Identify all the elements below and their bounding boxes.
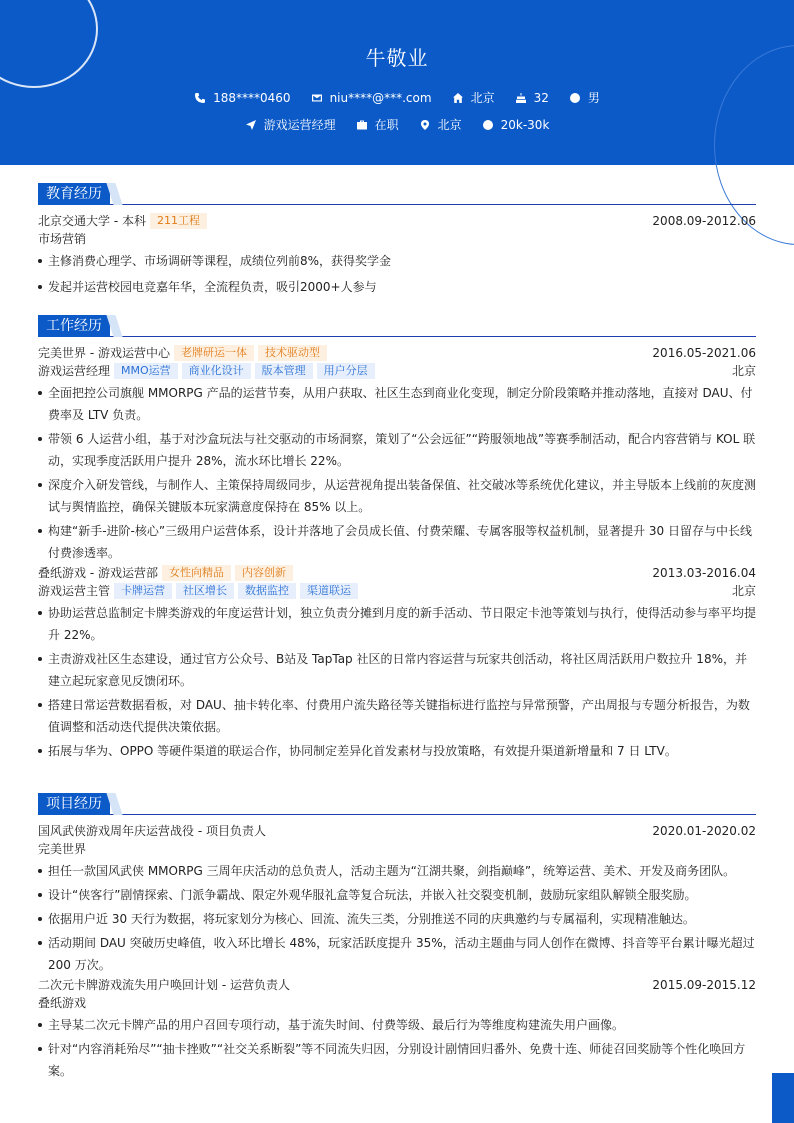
skill-tag: 版本管理 <box>255 363 313 379</box>
work-bullets <box>38 602 756 762</box>
project-name: 国风武侠游戏周年庆运营战役 - 项目负责人 <box>38 824 266 838</box>
company-tag: 技术驱动型 <box>258 345 327 361</box>
role-name: 游戏运营经理 <box>38 364 111 378</box>
project-date: 2015.09-2015.12 <box>652 978 756 992</box>
education-date: 2008.09-2012.06 <box>652 214 756 228</box>
gender-icon <box>569 92 581 104</box>
projects-section <box>38 793 756 1082</box>
skill-tag: 社区增长 <box>176 583 234 599</box>
work-role-row <box>38 582 756 600</box>
list-item: 主导某二次元卡牌产品的用户召回专项行动，基于流失时间、付费等级、最后行为等维度构建流失用户画像。 <box>38 1014 756 1036</box>
education-title: 教育经历 <box>38 183 110 205</box>
projects-title-bar <box>38 793 756 815</box>
work-date: 2013.03-2016.04 <box>652 566 756 580</box>
money-icon <box>482 119 494 131</box>
education-major <box>38 230 756 248</box>
send-icon <box>245 119 257 131</box>
list-item: 针对“内容消耗殆尽”“抽卡挫败”“社交关系断裂”等不同流失归因，分别设计剧情回归番外、免费十连、师徒召回奖励等个性化唤回方案。 <box>38 1038 756 1082</box>
skill-tag: 卡牌运营 <box>114 583 172 599</box>
status-value: 在职 <box>374 118 399 132</box>
project-entry-header <box>38 822 756 840</box>
education-title-bar <box>38 183 756 205</box>
work-city: 北京 <box>731 584 756 598</box>
list-item: 担任一款国风武侠 MMORPG 三周年庆活动的总负责人，活动主题为“江湖共聚，剑指巅峰”，统筹运营、美术、开发及商务团队。 <box>38 860 756 882</box>
work-entry-header <box>38 564 756 582</box>
major-text: 市场营销 <box>38 232 87 246</box>
gender-item <box>569 89 600 106</box>
list-item: 主修消费心理学、市场调研等课程，成绩位列前8%，获得奖学金 <box>38 250 756 272</box>
job-intent-row <box>0 116 794 133</box>
resume-header <box>0 0 794 165</box>
skill-tag: 商业化设计 <box>182 363 251 379</box>
company-tag: 女性向精品 <box>162 565 231 581</box>
project-org: 完美世界 <box>38 842 87 856</box>
skill-tag: MMO运营 <box>114 363 178 379</box>
school-tag: 211工程 <box>150 213 207 229</box>
project-bullets <box>38 1014 756 1082</box>
age-item <box>515 91 549 105</box>
education-entry-header <box>38 212 756 230</box>
project-date: 2020.01-2020.02 <box>652 824 756 838</box>
school-name: 北京交通大学 - 本科 <box>38 214 146 228</box>
project-bullets <box>38 860 756 976</box>
email-icon <box>311 92 323 104</box>
company-name: 完美世界 - 游戏运营中心 <box>38 346 170 360</box>
skill-tag: 用户分层 <box>317 363 375 379</box>
contact-info-row <box>0 89 794 106</box>
work-date: 2016.05-2021.06 <box>652 346 756 360</box>
work-section <box>38 315 756 762</box>
project-org-row <box>38 994 756 1012</box>
work-bullets <box>38 382 756 564</box>
decorative-corner-block <box>772 1073 794 1123</box>
gender-value: 男 <box>587 91 600 105</box>
status-item <box>356 116 399 133</box>
list-item: 活动期间 DAU 突破历史峰值，收入环比增长 48%，玩家活跃度提升 35%，活动主题曲与同人创作在微博、抖音等平台累计曝光超过 200 万次。 <box>38 932 756 976</box>
phone-icon <box>194 92 206 104</box>
work-entry-header <box>38 344 756 362</box>
project-name: 二次元卡牌游戏流失用户唤回计划 - 运营负责人 <box>38 978 290 992</box>
phone-value: 188****0460 <box>213 90 291 105</box>
list-item: 发起并运营校园电竞嘉年华，全流程负责，吸引2000+人参与 <box>38 276 756 298</box>
work-role-row <box>38 362 756 380</box>
home-icon <box>452 92 464 104</box>
location-pin-icon <box>419 119 431 131</box>
email-item <box>311 91 432 105</box>
project-org: 叠纸游戏 <box>38 996 87 1010</box>
candidate-name: 牛敬业 <box>365 46 429 70</box>
location-item <box>419 116 462 133</box>
list-item: 拓展与华为、OPPO 等硬件渠道的联运合作，协同制定差异化首发素材与投放策略，有效提升渠道新增量和 7 日 LTV。 <box>38 740 756 762</box>
project-org-row <box>38 840 756 858</box>
list-item: 设计“侠客行”剧情探索、门派争霸战、限定外观华服礼盒等复合玩法，并嵌入社交裂变机制，鼓励玩家组队解锁全服奖励。 <box>38 884 756 906</box>
cake-icon <box>515 92 527 104</box>
skill-tag: 渠道联运 <box>300 583 358 599</box>
work-city: 北京 <box>731 364 756 378</box>
project-entry-header <box>38 976 756 994</box>
location-value: 北京 <box>437 118 462 132</box>
list-item: 搭建日常运营数据看板，对 DAU、抽卡转化率、付费用户流失路径等关键指标进行监控与异常预警，产出周报与专题分析报告，为数值调整和活动迭代提供决策依据。 <box>38 694 756 738</box>
age-value: 32 <box>533 90 549 105</box>
list-item: 带领 6 人运营小组，基于对沙盒玩法与社交驱动的市场洞察，策划了“公会远征”“跨服领地战”等赛季制活动，配合内容营销与 KOL 联动，实现季度活跃用户提升 28%，流水环比增长 22%。 <box>38 428 756 472</box>
phone-item <box>194 91 290 105</box>
education-bullets <box>38 250 756 298</box>
education-section <box>38 183 756 298</box>
skill-tag: 数据监控 <box>238 583 296 599</box>
list-item: 深度介入研发管线，与制作人、主策保持周级同步，从运营视角提出装备保值、社交破冰等系统优化建议，并主导版本上线前的灰度测试与舆情监控，确保关键版本玩家满意度保持在 85% 以上。 <box>38 474 756 518</box>
work-title: 工作经历 <box>38 315 110 337</box>
email-value: niu****@***.com <box>329 90 432 105</box>
company-name: 叠纸游戏 - 游戏运营部 <box>38 566 158 580</box>
position-value: 游戏运营经理 <box>263 118 336 132</box>
position-item <box>245 116 336 133</box>
list-item: 协助运营总监制定卡牌类游戏的年度运营计划，独立负责分摊到月度的新手活动、节日限定卡池等策划与执行，使得活动参与率平均提升 22%。 <box>38 602 756 646</box>
briefcase-icon <box>356 119 368 131</box>
home-value: 北京 <box>470 91 495 105</box>
salary-item <box>482 118 550 132</box>
projects-title: 项目经历 <box>38 793 110 815</box>
company-tag: 老牌研运一体 <box>174 345 254 361</box>
work-title-bar <box>38 315 756 337</box>
list-item: 主责游戏社区生态建设，通过官方公众号、B站及 TapTap 社区的日常内容运营与玩家共创活动，将社区周活跃用户数拉升 18%，并建立起玩家意见反馈闭环。 <box>38 648 756 692</box>
list-item: 构建“新手-进阶-核心”三级用户运营体系，设计并落地了会员成长值、付费荣耀、专属客服等权益机制，显著提升 30 日留存与中长线付费渗透率。 <box>38 520 756 564</box>
list-item: 全面把控公司旗舰 MMORPG 产品的运营节奏，从用户获取、社区生态到商业化变现，制定分阶段策略并推动落地，直接对 DAU、付费率及 LTV 负责。 <box>38 382 756 426</box>
company-tag: 内容创新 <box>235 565 293 581</box>
salary-value: 20k-30k <box>500 117 550 132</box>
role-name: 游戏运营主管 <box>38 584 111 598</box>
home-item <box>452 89 495 106</box>
list-item: 依据用户近 30 天行为数据，将玩家划分为核心、回流、流失三类，分别推送不同的庆典邀约与专属福利，实现精准触达。 <box>38 908 756 930</box>
